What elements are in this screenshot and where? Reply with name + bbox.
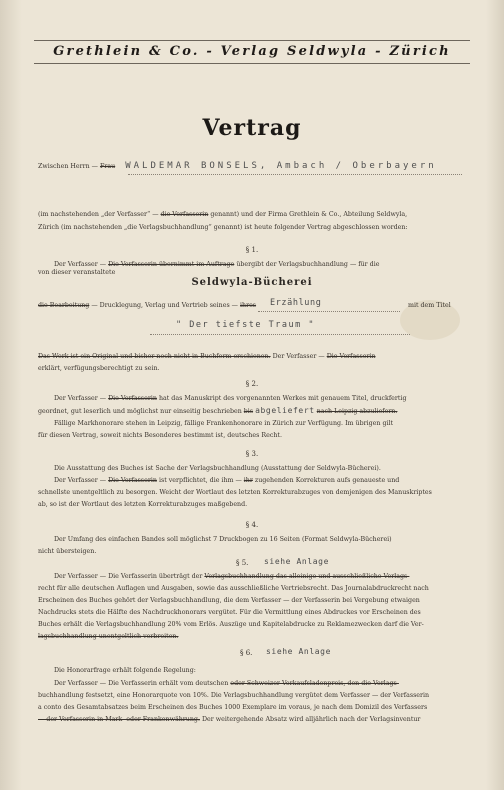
section-4-line-1: Der Umfang des einfachen Bandes soll möglichst 7 Druckbogen zu 16 Seiten (Format Seldwyla-Bücherei) [54, 536, 392, 543]
section-5-annex-note: siehe Anlage [264, 557, 329, 566]
struck-text: Das Werk ist ein Original und bisher noch nicht in Buchform erschienen. [38, 353, 271, 360]
letterhead: Grethlein & Co. - Verlag Seldwyla - Zürich [53, 44, 451, 59]
section-6-line-5 [38, 713, 462, 726]
section-5-line-6 [38, 630, 462, 643]
section-text: Der Verfasser — [54, 477, 107, 484]
section-text: Der Verfasser — Die Verfasserin erhält vom deutschen [54, 680, 229, 687]
section-2-mark: § 2. [245, 380, 259, 388]
letterhead-top-rule [34, 40, 470, 41]
section-1-line-5: erklärt, verfügungsberechtigt zu sein. [38, 365, 160, 372]
section-6-line-4: a conto des Gesamtabsatzes beim Erscheinen des Buches 1000 Exemplare im voraus, je nach dem Domizil des Verfassers [38, 704, 428, 711]
section-6-line-3: buchhandlung festsetzt, eine Honorarquote von 10%. Die Verlagsbuchhandlung vergütet dem Verfasser — der Verfasserin [38, 692, 430, 699]
parties-text: (im nachstehenden „der Verfasser“ — [38, 211, 159, 218]
parties-frau-struck: Frau [99, 163, 116, 170]
series-name: Seldwyla-Bücherei [191, 277, 313, 288]
section-5-line-4: Nachdrucks stets die Hälfte des Nachdruckhonorars vergütet. Für die Vermittlung eines Abdruckes vor Erscheinen des [38, 609, 421, 616]
parties-zwischen: Zwischen Herrn — [38, 163, 98, 170]
struck-text: lagsbuchhandlung unentgeltlich verbreiten. [38, 633, 179, 640]
section-2-line-4: für diesen Vertrag, soweit nichts Besonderes bestimmt ist, deutsches Recht. [38, 432, 282, 439]
parties-line-2 [38, 208, 462, 221]
section-2-line-2 [38, 404, 462, 418]
section-text: — Drucklegung, Verlag und Vertrieb seines — [91, 302, 238, 309]
section-text: übergibt der Verlagsbuchhandlung — für die [236, 261, 380, 268]
struck-text: Verlagsbuchhandlung das alleinige und ausschließliche Verlags- [204, 573, 410, 580]
section-5-line-2: recht für alle deutschen Auflagen und Ausgaben, sowie das ausschließliche Vertriebsrecht. Das Journalabdruckrecht nach [38, 585, 429, 592]
parties-line-1 [38, 160, 462, 173]
section-text: Der Verfasser — Die Verfasserin überträgt der [54, 573, 203, 580]
section-text: ist verpflichtet, die ihm — [158, 477, 242, 484]
struck-text: oder Schweizer Verkaufsladenpreis, den die Verlags- [230, 680, 399, 687]
struck-text: die Verfasserin [160, 211, 209, 218]
fill-line [258, 311, 400, 312]
struck-text: Die Verfasserin [326, 353, 376, 360]
parties-line-3: Zürich (im nachstehenden „die Verlagsbuchhandlung“ genannt) ist heute folgender Vertrag abgeschlossen worden: [38, 224, 408, 231]
author-name: WALDEMAR BONSELS, Ambach / Oberbayern [125, 161, 437, 171]
section-text: zugehenden Korrekturen aufs genaueste und [254, 477, 400, 484]
section-6-annex-note: siehe Anlage [266, 647, 331, 656]
fill-line [128, 174, 462, 175]
struck-text: Die Verfasserin übernimmt im Auftrage [108, 261, 235, 268]
section-text: Der Verfasser — [54, 395, 107, 402]
typed-delivery: abgeliefert [255, 406, 315, 415]
fill-line [150, 334, 410, 335]
section-3-mark: § 3. [245, 450, 259, 458]
struck-text: die Bearbeitung [38, 302, 90, 309]
section-5-line-5: Buches erhält die Verlagsbuchhandlung 20% vom Erlös. Auszüge und Kapitelabdrucke zu Reklamezwecken darf die Ver- [38, 621, 424, 628]
section-text: Der weitergehende Absatz wird alljährlich nach der Verlagsinventur [201, 716, 421, 723]
section-5-line-3: Erscheinen des Buches gehört der Verlagsbuchhandlung, die dem Verfasser — der Verfasserin bei Vergebung etwaigen [38, 597, 420, 604]
letterhead-bottom-rule [34, 63, 470, 64]
title-label: mit dem Titel [408, 302, 451, 309]
struck-text: ihres [240, 302, 257, 309]
struck-text: Die Verfasserin [108, 395, 157, 402]
section-1-line-2: von dieser veranstaltete [38, 269, 116, 276]
struck-text: bis [243, 408, 254, 415]
section-6-mark: § 6. [240, 649, 253, 657]
section-text: Der Verfasser — [54, 261, 107, 268]
section-text: geordnet, gut leserlich und möglichst nur einseitig beschrieben [38, 408, 242, 415]
struck-text: — der Verfasserin in Mark- oder Frankenwährung. [38, 716, 200, 723]
section-3-line-4: ab, so ist der Wortlaut des letzten Korrekturabzuges maßgebend. [38, 501, 248, 508]
section-5-mark: § 5. [236, 559, 249, 567]
section-3-line-3: schnellste unentgeltlich zu besorgen. Weicht der Wortlaut des letzten Korrekturabzuges von demjenigen des Manuskriptes [38, 489, 432, 496]
parties-text: genannt) und der Firma Grethlein & Co., Abteilung Seldwyla, [210, 211, 408, 218]
struck-text: Die Verfasserin [108, 477, 157, 484]
section-4-line-2: nicht übersteigen. [38, 548, 97, 555]
work-title: " Der tiefste Traum " [176, 320, 315, 330]
struck-text: ihr [243, 477, 253, 484]
document-title: Vertrag [202, 115, 302, 141]
section-4-mark: § 4. [245, 521, 259, 529]
section-3-line-1: Die Ausstattung des Buches ist Sache der Verlagsbuchhandlung (Ausstattung der Seldwyla-Bücherei). [54, 465, 381, 472]
section-1-mark: § 1. [245, 246, 259, 254]
work-type: Erzählung [270, 298, 322, 308]
struck-text: nach Leipzig abzuliefern. [316, 408, 398, 415]
section-2-line-3: Fällige Markhonorare stehen in Leipzig, fällige Frankenhonorare in Zürich zur Verfügung. Im übrigen gilt [54, 420, 394, 427]
section-text: hat das Manuskript des vorgenannten Werkes mit genauem Titel, druckfertig [158, 395, 407, 402]
section-text: Der Verfasser — [272, 353, 325, 360]
section-6-line-1: Die Honorarfrage erhält folgende Regelung: [54, 667, 196, 674]
